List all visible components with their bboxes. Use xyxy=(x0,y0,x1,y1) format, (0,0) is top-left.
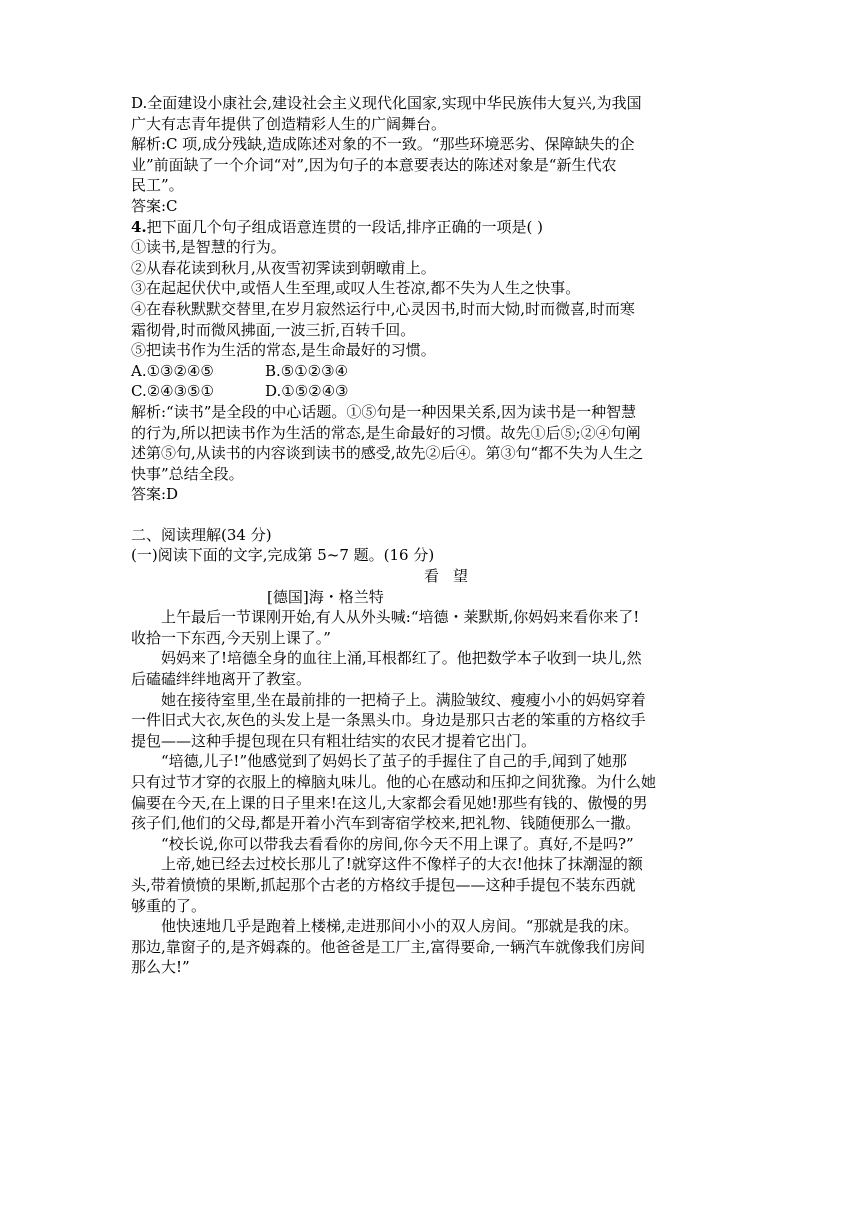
passage-line: 偏要在今天,在上课的日子里来!在这儿,大家都会看见她!那些有钱的、傲慢的男 xyxy=(131,793,648,812)
passage-line: “校长说,你可以带我去看看你的房间,你今天不用上课了。真好,不是吗?” xyxy=(161,834,634,853)
q3-analysis-line2: 业”前面缺了一个介词“对”,因为句子的本意要表达的陈述对象是“新生代农 xyxy=(131,155,617,174)
q3-answer: 答案:C xyxy=(131,196,178,215)
passage-line: 头,带着愤愤的果断,抓起那个古老的方格纹手提包——这种手提包不装东西就 xyxy=(131,875,636,894)
q4-question xyxy=(131,217,731,238)
q4-analysis-line4: 快事”总结全段。 xyxy=(131,464,244,483)
passage-author: [德国]海・格兰特 xyxy=(267,587,384,606)
passage-line: “培德,儿子!”他感觉到了妈妈长了茧子的手握住了自己的手,闻到了她那 xyxy=(161,752,627,771)
passage-line: 那边,靠窗子的,是齐姆森的。他爸爸是工厂主,富得要命,一辆汽车就像我们房间 xyxy=(131,937,646,956)
q4-options-row2 xyxy=(131,381,731,402)
q3-option-d-line1: D.全面建设小康社会,建设社会主义现代化国家,实现中华民族伟大复兴,为我国 xyxy=(131,94,642,112)
q4-options-row1 xyxy=(131,361,731,382)
q4-sentence-3: ③在起起伏伏中,或悟人生至理,或叹人生苍凉,都不失为人生之快事。 xyxy=(131,279,581,298)
q4-sentence-1: ①读书,是智慧的行为。 xyxy=(131,238,286,257)
passage-line: 收拾一下东西,今天别上课了。” xyxy=(131,628,331,647)
q4-analysis-line1: 解析:“读书”是全段的中心话题。①⑤句是一种因果关系,因为读书是一种智慧 xyxy=(131,402,637,421)
q3-analysis-line1: 解析:C 项,成分残缺,造成陈述对象的不一致。“那些环境恶劣、保障缺失的企 xyxy=(131,135,635,154)
q3-analysis-line3: 民工”。 xyxy=(131,176,184,195)
q4-answer: 答案:D xyxy=(131,485,179,504)
passage-line: 他快速地几乎是跑着上楼梯,走进那间小小的双人房间。“那就是我的床。 xyxy=(161,917,639,936)
q4-sentence-5: ⑤把读书作为生活的常态,是生命最好的习惯。 xyxy=(131,341,436,360)
passage-body xyxy=(131,607,731,978)
q4-option-b: B.⑤①②③④ xyxy=(265,361,349,380)
passage-line: 妈妈来了!培德全身的血往上涌,耳根都红了。他把数学本子收到一块儿,然 xyxy=(161,649,642,668)
q4-option-d: D.①⑤②④③ xyxy=(265,382,349,401)
q4-number: 4. xyxy=(131,217,147,236)
q4-analysis-line3: 述第⑤句,从读书的内容谈到读书的感受,故先②后④。第③句“都不失为人生之 xyxy=(131,444,644,463)
passage-line: 上午最后一节课刚开始,有人从外头喊:“培德・莱默斯,你妈妈来看你来了! xyxy=(161,608,640,627)
passage-line: 后磕磕绊绊地离开了教室。 xyxy=(131,670,312,689)
section2-subheading: (一)阅读下面的文字,完成第 5~7 题。(16 分) xyxy=(131,546,435,565)
q4-analysis-line2: 的行为,所以把读书作为生活的常态,是生命最好的习惯。故先①后⑤;②④句阐 xyxy=(131,423,641,442)
passage-line: 一件旧式大衣,灰色的头发上是一条黑头巾。身边是那只古老的笨重的方格纹手 xyxy=(131,711,646,730)
q4-sentence-4-cont: 霜彻骨,时而微风拂面,一波三折,百转千回。 xyxy=(131,320,416,339)
document-page xyxy=(131,93,731,978)
passage-line: 只有过节才穿的衣服上的樟脑丸味儿。他的心在感动和压抑之间犹豫。为什么她 xyxy=(131,773,657,791)
passage-line: 她在接待室里,坐在最前排的一把椅子上。满脸皱纹、瘦瘦小小的妈妈穿着 xyxy=(161,690,646,709)
passage-line: 上帝,她已经去过校长那儿了!就穿这件不像样子的大衣!他抹了抹潮湿的额 xyxy=(161,855,643,874)
passage-line: 够重的了。 xyxy=(131,896,207,915)
q3-option-d-line2: 广大有志青年提供了创造精彩人生的广阔舞台。 xyxy=(131,114,447,133)
q4-option-c: C.②④③⑤① xyxy=(131,382,214,401)
q4-option-a: A.①③②④⑤ xyxy=(131,361,214,380)
q4-sentence-2: ②从春花读到秋月,从夜雪初霁读到朝暾甫上。 xyxy=(131,258,436,277)
q4-sentence-4: ④在春秋默默交替里,在岁月寂然运行中,心灵因书,时而大恸,时而微喜,时而寒 xyxy=(131,299,635,318)
passage-line: 那么大!” xyxy=(131,958,190,977)
passage-line: 孩子们,他们的父母,都是开着小汽车到寄宿学校来,把礼物、钱随便那么一撒。 xyxy=(131,814,641,833)
section-gap xyxy=(131,505,731,525)
passage-line: 提包——这种手提包现在只有粗壮结实的农民才提着它出门。 xyxy=(131,731,537,750)
section2-heading: 二、阅读理解(34 分) xyxy=(131,525,272,544)
passage-title: 看望 xyxy=(424,567,483,586)
q4-stem: 把下面几个句子组成语意连贯的一段话,排序正确的一项是( ) xyxy=(146,217,543,236)
